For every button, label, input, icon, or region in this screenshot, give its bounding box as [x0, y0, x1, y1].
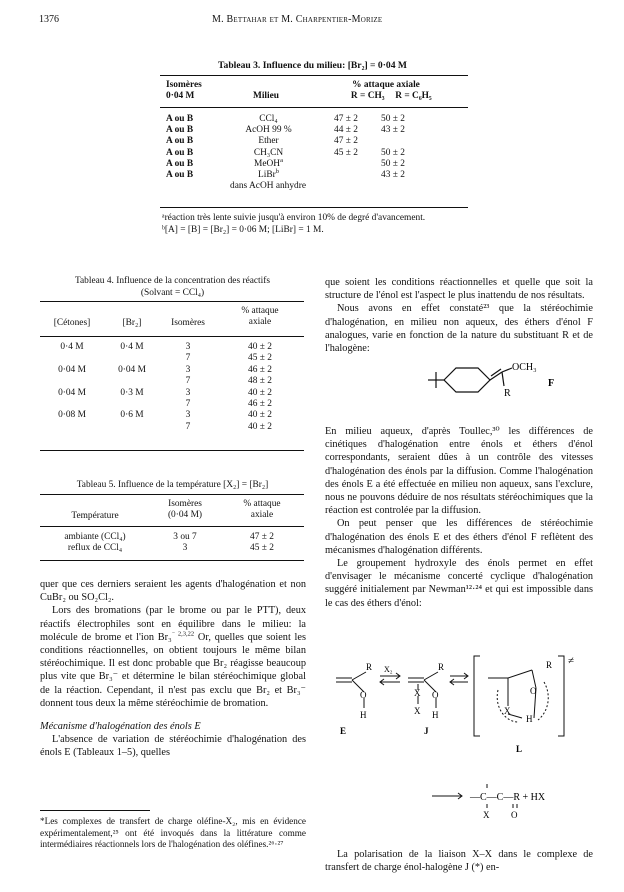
- table3-notes: ᵃréaction très lente suivie jusqu'à environ 10% de degré d'avancement. ᵇ[A] = [B] = [Br₂] = 0·06 M; [LiBr] = 1 M.: [162, 213, 426, 235]
- table4-caption: Tableau 4. Influence de la concentration des réactifs (Solvant = CCl₄): [74, 276, 271, 298]
- right-column-text-top: [325, 276, 593, 355]
- svg-text:O: O: [530, 686, 537, 696]
- paragraph: quer que ces derniers seraient les agents d'halogénation et non CuBr₂ ou SO₂Cl₂.: [40, 579, 306, 604]
- paragraph: que soient les conditions réactionnelles et quelle que soit la structure de l'énol est l'aspect le plus inattendu de nos résultats.: [325, 277, 593, 302]
- compound-label-l: L: [516, 744, 523, 754]
- paragraph: Nous avons en effet constaté²³ que la stéréochimie d'halogénation, en milieu non aqueux, des éthers d'énol F analogues, varie en fonction de la nature du substituant R et de l'halogène:: [325, 303, 593, 355]
- table-row: A ou B CH₃CN 45 ± 2 50 ± 2: [166, 147, 405, 158]
- paragraph: On peut penser que les différences de stéréochimie d'halogénation des énols E et des éthers d'énol F reflètent des mécanismes d'halogénation différents.: [325, 518, 593, 556]
- paragraph: Le groupement hydroxyle des énols permet en effet d'envisager le mécanisme concerté cyclique d'halogénation suggéré initialement par Newman¹²·²⁴ et qui est impossible dans le cas des éthers d'énol:: [325, 558, 593, 609]
- paragraph: La polarisation de la liaison X–X dans le complexe de transfert de charge énol-halogène J (*) en-: [325, 849, 593, 874]
- product-formula: —C—C—R + HX: [470, 792, 546, 803]
- paragraph: Lors des bromations (par le brome ou par le PTT), deux réactifs électrophiles sont en équilibre dans le milieu: la molécule de brome et l'ion Br₃$^{^- 2,3,22}$ Or, quelles que soient les conditions réactionnelles, on obtient toujours le même bilan stéréochimique. Il est donc probable que Br₂ réagisse beaucoup plus vite que Br₃⁻ et détermine le bilan stéréochimique global de la réaction. Cependant, il n'est pas exclu que Br₂ et Br₃⁻ donnent tous deux la même stéréochimie de bromation.: [40, 605, 306, 709]
- right-column-text-bottom: [325, 848, 593, 874]
- table4-header: [Cétones] [Br₂] Isomères % attaque axiale: [53, 306, 279, 328]
- table-row: 0·04 M 0·3 M 3 7 40 ± 2 46 ± 2: [58, 387, 272, 410]
- t3-col-isomeres: Isomères: [166, 80, 202, 90]
- table3-caption: Tableau 3. Influence du milieu: [Br₂] = 0·04 M: [218, 60, 407, 71]
- svg-text:X₂: X₂: [384, 665, 393, 674]
- svg-text:R: R: [438, 662, 445, 672]
- table-row: A ou B LiBr$^b$ 43 ± 2: [166, 167, 405, 181]
- table5-body: [40, 532, 304, 555]
- svg-text:X: X: [483, 810, 490, 820]
- table5-caption: Tableau 5. Influence de la température [X₂] = [Br₂]: [76, 480, 269, 490]
- svg-text:H: H: [360, 710, 367, 720]
- t3-col-milieu: Milieu: [252, 91, 280, 102]
- right-column-text-mid: [325, 425, 593, 610]
- table4-body: [40, 342, 304, 433]
- table-row: A ou B MeOH$^a$ 50 ± 2: [166, 156, 405, 169]
- table-row: A ou B CCl₄ 47 ± 2 50 ± 2: [166, 114, 405, 124]
- svg-text:O: O: [360, 690, 367, 700]
- scheme-halogenation-mechanism: [322, 648, 602, 838]
- paragraph: L'absence de variation de stéréochimie d'halogénation des énols E (Tableaux 1–5), quelles: [40, 734, 306, 759]
- table-row: ambiante (CCl₄) 3 ou 7 47 ± 2: [64, 532, 274, 542]
- section-title: Mécanisme d'halogénation des énols E: [40, 721, 201, 733]
- svg-text:≠: ≠: [568, 655, 575, 667]
- page-number: 1376: [39, 14, 59, 25]
- table-row: A ou B AcOH 99 % 44 ± 2 43 ± 2: [166, 125, 405, 136]
- compound-label-f: F: [548, 378, 555, 389]
- compound-label-e: E: [340, 726, 347, 736]
- scheme-enol-ether-f: [420, 356, 570, 416]
- svg-text:R: R: [366, 662, 373, 672]
- r-label: R: [504, 388, 511, 399]
- svg-text:X: X: [414, 706, 421, 716]
- svg-text:O: O: [511, 810, 518, 820]
- table-row: dans AcOH anhydre: [230, 181, 307, 192]
- table3: Isomères 0·04 M Milieu % attaque axiale R = CH₃ R = C₆H₅: [166, 80, 466, 102]
- table-row: reflux de CCl₄ 3 45 ± 2: [67, 543, 274, 554]
- running-header: M. Bettahar et M. Charpentier-Morize: [212, 14, 383, 25]
- table3-body: [166, 114, 466, 192]
- svg-text:H: H: [432, 710, 439, 720]
- t3-col-attaque: % attaque axiale: [352, 80, 420, 90]
- table5-header: Température Isomères (0·04 M) % attaque axiale: [71, 499, 281, 521]
- left-column-text: [40, 578, 306, 760]
- paragraph: En milieu aqueux, d'après Toullec,³⁰ les différences de cinétiques d'halogénation entre énols et éthers d'énol correspondants, seraient dûes à un contrôle des vitesses d'halogénation des énols par la diffusion. Comme l'halogénation des énols E a été effectuée en milieu non aqueux, sans l'exclure, nous ne pouvons déduire de nos résultats stéréochimiques que la réaction est controlée par la diffusion.: [325, 426, 593, 517]
- table-row: 0·4 M 0·4 M 3 7 40 ± 2 45 ± 2: [60, 342, 272, 364]
- svg-text:H: H: [526, 714, 533, 724]
- table-row: 0·08 M 0·6 M 3 7 40 ± 2 40 ± 2: [58, 410, 272, 432]
- och3-label: OCH₃: [512, 362, 537, 373]
- table-row: A ou B Ether 47 ± 2: [166, 136, 358, 147]
- svg-text:X: X: [504, 706, 511, 716]
- svg-text:O: O: [432, 690, 439, 700]
- compound-label-j: J: [424, 726, 429, 736]
- svg-text:X: X: [414, 688, 421, 698]
- table-row: 0·04 M 0·04 M 3 7 46 ± 2 48 ± 2: [58, 364, 272, 387]
- footnote: *Les complexes de transfert de charge oléfine-X₂, mis en évidence expérimentalement,²⁵ ont été invoqués dans la littérature comme intermédiaires réactionnels lors de l'halogénation des oléfines.²⁶·²⁷: [40, 816, 306, 850]
- svg-text:R: R: [546, 660, 553, 670]
